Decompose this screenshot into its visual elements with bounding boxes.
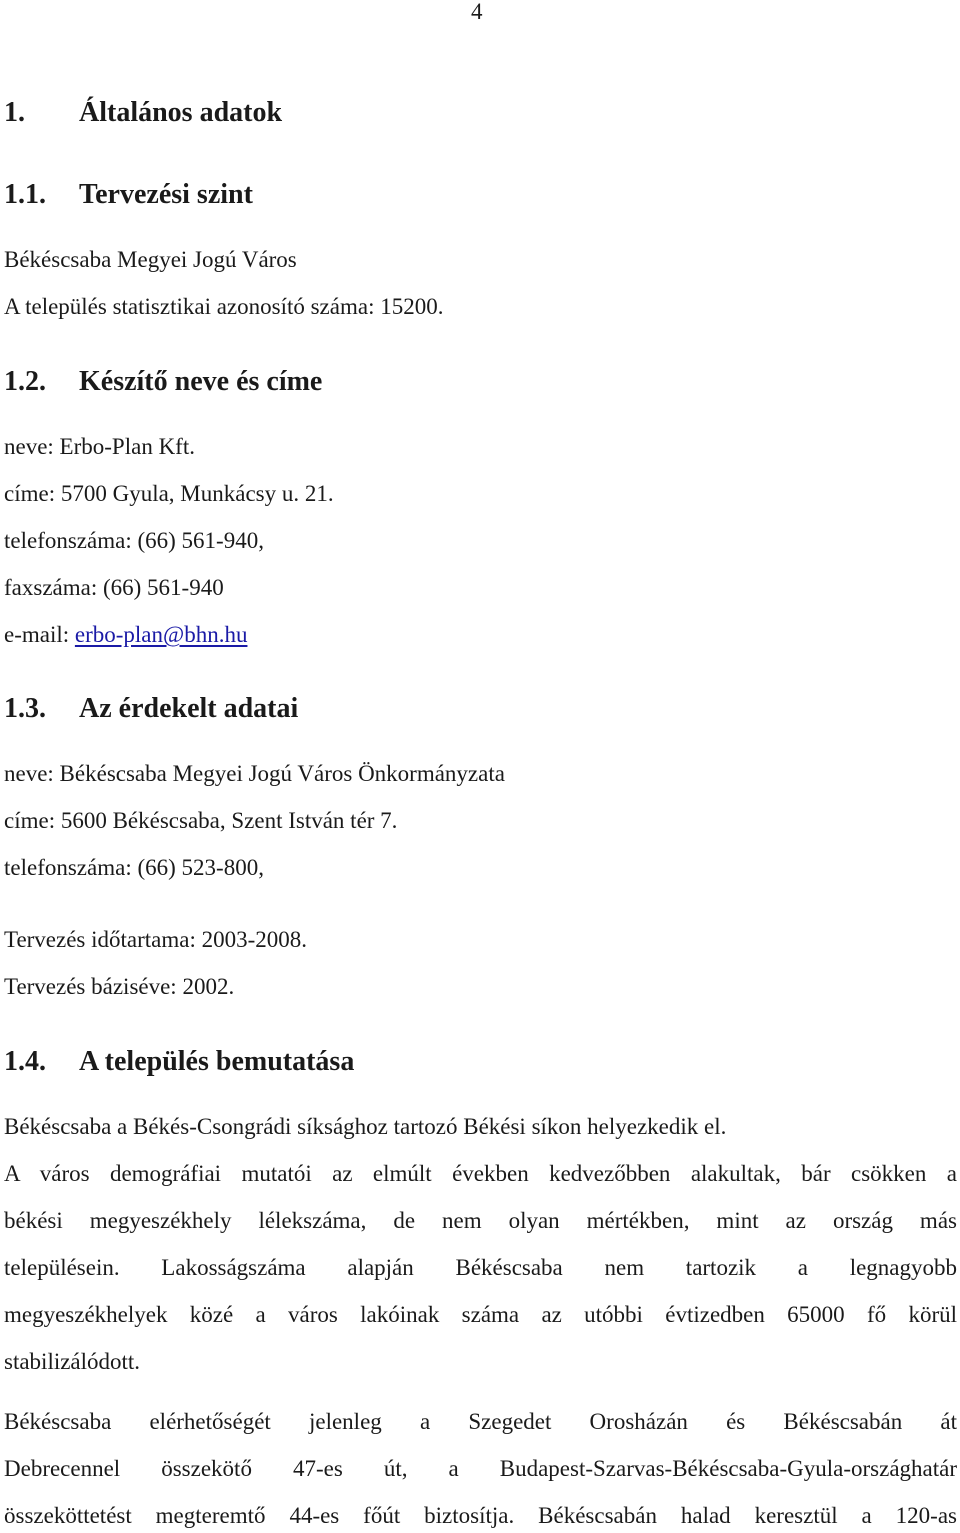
subsection-title: A település bemutatása [79,1046,355,1077]
subsection-title: Készítő neve és címe [79,366,323,397]
paragraph-access-line: Békéscsaba elérhetőségét jelenleg a Szegedet Orosházán és Békéscsabán át [4,1409,957,1434]
author-fax: faxszáma: (66) 561-940 [4,575,224,600]
subsection-number: 1.2. [4,366,46,397]
author-email-line [4,620,247,650]
subsection-heading-1-3 [4,691,298,727]
city-name: Békéscsaba Megyei Jogú Város [4,247,297,272]
author-address: címe: 5700 Gyula, Munkácsy u. 21. [4,481,334,506]
planning-duration: Tervezés időtartama: 2003-2008. [4,927,308,952]
subsection-title: Az érdekelt adatai [79,693,299,724]
subsection-number: 1.1. [4,179,46,210]
client-phone: telefonszáma: (66) 523-800, [4,855,264,880]
paragraph-demography-line: békési megyeszékhely lélekszáma, de nem olyan mértékben, mint az ország más [4,1208,957,1233]
subsection-heading-1-2 [4,364,322,400]
statistical-id: A település statisztikai azonosító száma: 15200. [4,294,444,319]
paragraph-demography-line: A város demográfiai mutatói az elmúlt években kedvezőbben alakultak, bár csökken a [4,1161,957,1186]
email-link[interactable]: erbo-plan@bhn.hu [74,622,248,647]
page-number: 4 [471,0,483,24]
author-name: neve: Erbo-Plan Kft. [4,434,195,459]
paragraph-location: Békéscsaba a Békés-Csongrádi síksághoz tartozó Békési síkon helyezkedik el. [4,1114,727,1139]
email-label: e-mail: [4,622,75,647]
paragraph-demography-line: stabilizálódott. [4,1349,141,1374]
section-title: Általános adatok [79,97,283,128]
client-address: címe: 5600 Békéscsaba, Szent István tér 7. [4,808,398,833]
subsection-number: 1.4. [4,1046,46,1077]
planning-base-year: Tervezés bázisév​e: 2002. [4,974,235,999]
paragraph-demography-line: megyeszékhelyek közé a város lakóinak száma az utóbbi évtizedben 65000 fő körül [4,1302,957,1327]
paragraph-access-line: Debrecennel összekötő 47-es út, a Budapest-Szarvas-Békéscsaba-Gyula-országhatár [4,1456,957,1481]
author-phone: telefonszáma: (66) 561-940, [4,528,264,553]
subsection-heading-1-4 [4,1044,354,1080]
paragraph-access-line: összeköttetést megteremtő 44-es főút biztosítja. Békéscsabán halad keresztül a 120-as [4,1503,957,1528]
subsection-heading-1-1 [4,177,253,213]
section-number: 1. [4,97,25,128]
client-name: neve: Békéscsaba Megyei Jogú Város Önkormányzata [4,761,505,786]
paragraph-demography-line: településein. Lakosságszáma alapján Békéscsaba nem tartozik a legnagyobb [4,1255,957,1280]
subsection-number: 1.3. [4,693,46,724]
subsection-title: Tervezési szint [79,179,253,210]
section-heading-1 [4,95,282,131]
